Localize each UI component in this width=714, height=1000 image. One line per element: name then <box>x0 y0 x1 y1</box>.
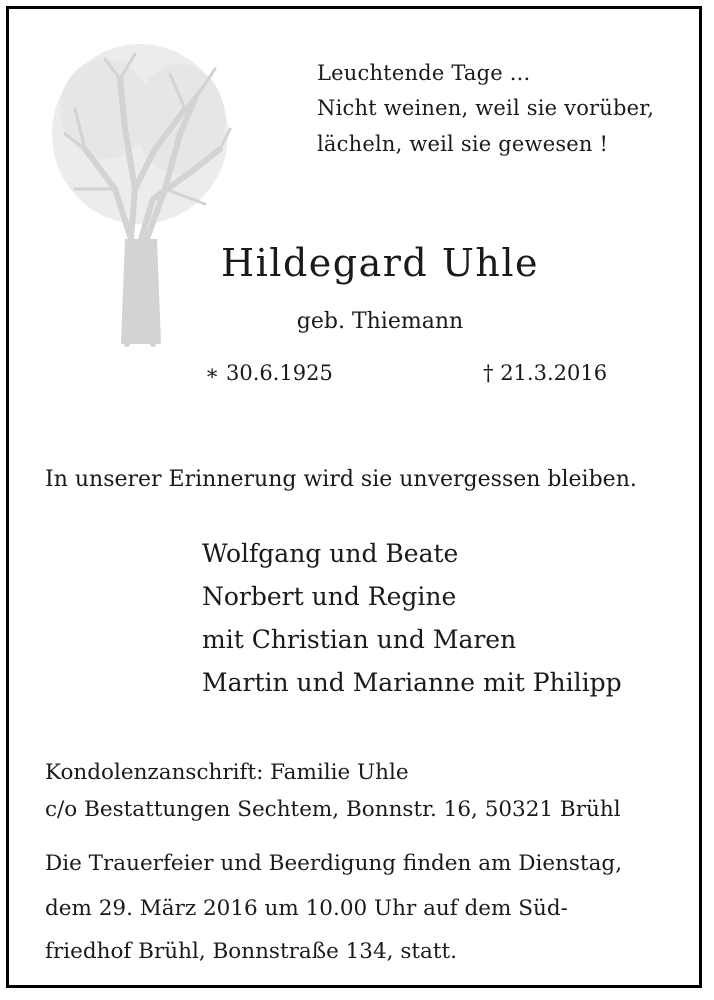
funeral-line-3: friedhof Brühl, Bonnstraße 134, statt. <box>45 939 457 964</box>
motto-line-1: Leuchtende Tage ... <box>317 61 531 85</box>
family-line-2: Norbert und Regine <box>202 582 457 611</box>
deceased-name: Hildegard Uhle <box>221 241 539 285</box>
funeral-line-1: Die Trauerfeier und Beerdigung finden am Dienstag, <box>45 851 623 876</box>
birth-date-row <box>205 361 333 385</box>
death-date-row <box>483 361 607 385</box>
birth-date: 30.6.1925 <box>225 361 333 385</box>
death-symbol: † <box>483 361 494 385</box>
condolence-line-1: Kondolenzanschrift: Familie Uhle <box>45 760 409 785</box>
tree-illustration <box>45 39 235 349</box>
birth-symbol: ∗ <box>205 361 220 385</box>
motto-line-2: Nicht weinen, weil sie vorüber, <box>317 96 655 120</box>
family-line-3: mit Christian und Maren <box>202 625 517 654</box>
condolence-line-2: c/o Bestattungen Sechtem, Bonnstr. 16, 50321 Brühl <box>45 797 621 822</box>
family-line-1: Wolfgang und Beate <box>202 539 459 568</box>
obituary-card <box>6 6 702 988</box>
remembrance-statement: In unserer Erinnerung wird sie unvergessen bleiben. <box>45 467 637 492</box>
death-date: 21.3.2016 <box>500 361 608 385</box>
birth-name: geb. Thiemann <box>296 309 464 334</box>
motto-line-3: lächeln, weil sie gewesen ! <box>317 132 609 156</box>
family-line-4: Martin und Marianne mit Philipp <box>202 668 622 697</box>
funeral-line-2: dem 29. März 2016 um 10.00 Uhr auf dem Süd- <box>45 896 568 921</box>
